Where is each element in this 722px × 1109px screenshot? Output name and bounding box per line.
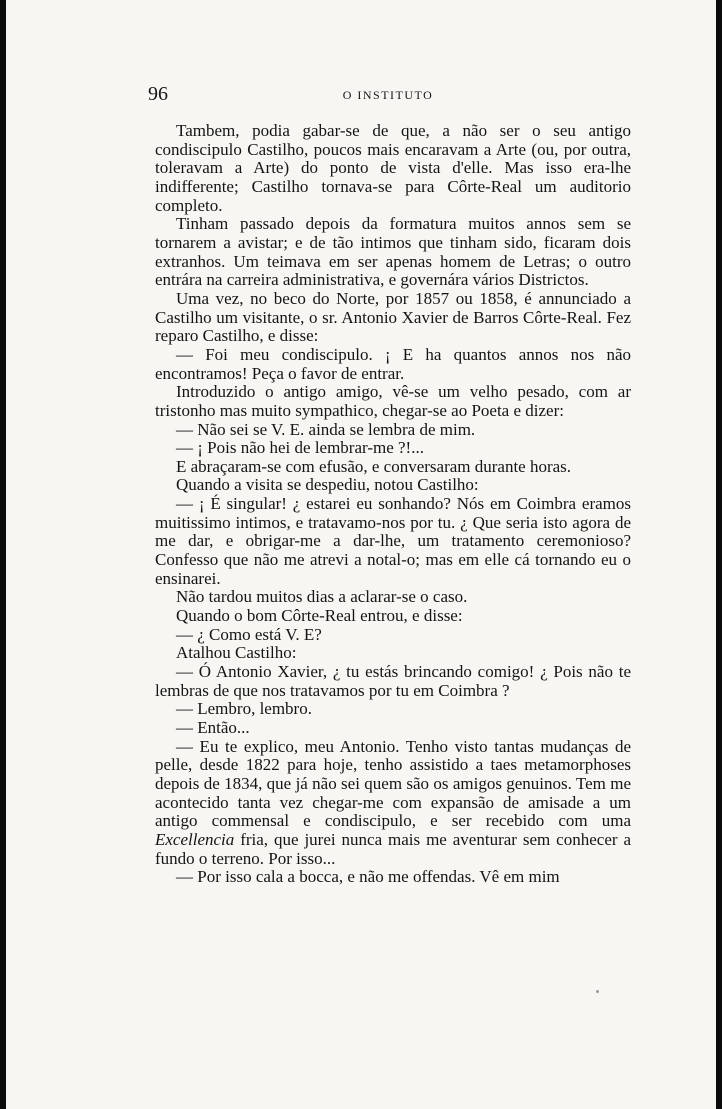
dialogue-line: — ¡ Pois não hei de lembrar-me ?!... <box>176 438 424 458</box>
paragraph: Quando o bom Côrte-Real entrou, e disse: <box>176 606 463 626</box>
page-header <box>148 83 628 109</box>
dialogue-line: — Ó Antonio Xavier, ¿ tu estás brincando comigo! ¿ Pois não te lembras de que nos tratavamos por tu em Coimbra ? <box>155 662 631 700</box>
dialogue-line: — Então... <box>176 718 250 737</box>
paragraph: Tambem, podia gabar-se de que, a não ser o seu antigo condiscipulo Castilho, poucos mais encaravam a Arte (ou, por outra, toleravam a Arte) do ponto de vista d'elle. Mas isso era-lhe indifferente; Castilho tornava-se para Côrte-Real um auditorio completo. <box>155 121 631 215</box>
paragraph: Atalhou Castilho: <box>176 643 297 663</box>
dialogue-line: — Não sei se V. E. ainda se lembra de mim. <box>176 419 476 439</box>
dialogue-text: — Eu te explico, meu Antonio. Tenho visto tantas mudanças de pelle, desde 1822 para hoje, tenho assistido a taes metamorphoses depois de 1834, que já não sei quem são os amigos genuinos. Tem me acontecido tanta vez chegar-me com expansão de amisade a um antigo commensal e condiscipulo, e ser recebido com uma <box>155 736 631 831</box>
dialogue-line <box>155 738 631 869</box>
dialogue-line: — Lembro, lembro. <box>176 699 312 719</box>
italic-word: Excellencia <box>155 829 235 849</box>
dialogue-line: — Por isso cala a bocca, e não me offendas. Vê em mim <box>176 867 560 887</box>
paragraph: Não tardou muitos dias a aclarar-se o caso. <box>176 587 468 607</box>
paragraph: Uma vez, no beco do Norte, por 1857 ou 1858, é annunciado a Castilho um visitante, o sr. Antonio Xavier de Barros Côrte-Real. Fez reparo Castilho, e disse: <box>155 288 631 346</box>
paragraph: Tinham passado depois da formatura muitos annos sem se tornarem a avistar; e de tão intimos que tinham sido, ficaram dois extranhos. Um teimava em ser apenas homem de Letras; o outro entrára na carreira administrativa, e governára vários Districtos. <box>155 214 631 290</box>
dialogue-text-continued: fria, que jurei nunca mais me aventurar sem conhecer a fundo o terreno. Por isso... <box>155 829 631 868</box>
paragraph: Introduzido o antigo amigo, vê-se um velho pesado, com ar tristonho mas muito sympathico, chegar-se ao Poeta e dizer: <box>155 382 631 420</box>
dialogue-line: — ¿ Como está V. E? <box>176 624 322 644</box>
page-number: 96 <box>148 83 168 105</box>
paragraph: Quando a visita se despediu, notou Castilho: <box>176 475 479 495</box>
dialogue-line: — Foi meu condiscipulo. ¡ E ha quantos annos nos não encontramos! Peça o favor de entrar. <box>155 344 631 383</box>
paragraph: E abraçaram-se com efusão, e conversaram durante horas. <box>176 456 572 476</box>
body-text <box>155 122 631 887</box>
running-title: O INSTITUTO <box>342 88 434 102</box>
dialogue-line: — ¡ É singular! ¿ estarei eu sonhando? Nós em Coimbra eramos muitissimo intimos, e tratavamo-nos por tu. ¿ Que seria isto agora de me dar, e obrigar-me a dar-lhe, um tratamento ceremonioso? Confesso que não me atrevi a notal-o; mas em elle cá tornando eu o ensinarei. <box>155 494 631 588</box>
paper-speck <box>596 990 599 993</box>
